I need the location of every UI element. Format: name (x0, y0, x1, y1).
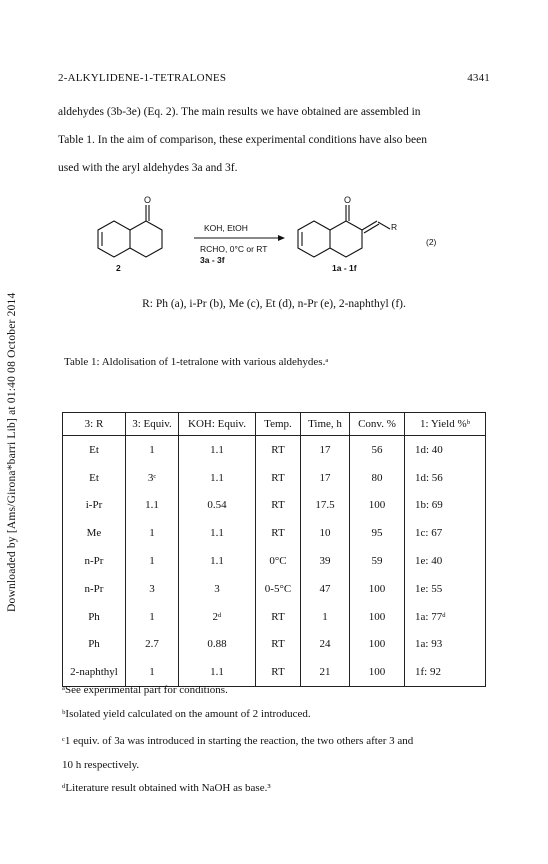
cell-koh: 2ᵈ (179, 603, 256, 631)
equation-number: (2) (426, 237, 437, 247)
cell-koh: 1.1 (179, 658, 256, 686)
product-r-label: R (391, 222, 398, 232)
cell-equiv: 1 (126, 547, 179, 575)
cell-r: Et (63, 464, 126, 492)
results-table (62, 412, 486, 687)
cell-time: 21 (301, 658, 350, 686)
table-header-row (63, 413, 486, 436)
product-label: 1a - 1f (332, 263, 357, 273)
sm-oxo-label: O (144, 195, 152, 205)
col-header-equiv: 3: Equiv. (126, 413, 179, 436)
cell-yield: 1d: 56 (405, 464, 486, 492)
cell-equiv: 1 (126, 519, 179, 547)
reagent-sub: 3a - 3f (200, 255, 225, 265)
cell-r: Ph (63, 603, 126, 631)
download-watermark: Downloaded by [Ams/Girona*barri Lib] at 01:40 08 October 2014 (6, 292, 18, 612)
cell-conv: 100 (350, 575, 405, 603)
cell-koh: 1.1 (179, 519, 256, 547)
cell-yield: 1a: 93 (405, 631, 486, 659)
cell-equiv: 3ᶜ (126, 464, 179, 492)
cell-koh: 0.88 (179, 631, 256, 659)
cell-time: 10 (301, 519, 350, 547)
footnote-b: ᵇIsolated yield calculated on the amount of 2 introduced. (62, 708, 311, 720)
cell-conv: 100 (350, 658, 405, 686)
cell-r: n-Pr (63, 547, 126, 575)
col-header-conv: Conv. % (350, 413, 405, 436)
reaction-scheme (90, 193, 480, 283)
cell-conv: 100 (350, 631, 405, 659)
cell-yield: 1f: 92 (405, 658, 486, 686)
col-header-temp: Temp. (256, 413, 301, 436)
cell-conv: 100 (350, 492, 405, 520)
tetralone-structure (98, 205, 162, 257)
page-number: 4341 (467, 72, 490, 84)
cell-time: 17.5 (301, 492, 350, 520)
col-header-yield: 1: Yield %ᵇ (405, 413, 486, 436)
cell-r: n-Pr (63, 575, 126, 603)
cell-equiv: 3 (126, 575, 179, 603)
cell-time: 39 (301, 547, 350, 575)
cell-temp: RT (256, 492, 301, 520)
cell-r: Et (63, 436, 126, 464)
cell-yield: 1e: 55 (405, 575, 486, 603)
cell-time: 47 (301, 575, 350, 603)
product-oxo-label: O (344, 195, 352, 205)
cell-equiv: 2.7 (126, 631, 179, 659)
footnote-c-line1: ᶜ1 equiv. of 3a was introduced in starting the reaction, the two others after 3 and (62, 735, 414, 747)
cell-conv: 100 (350, 603, 405, 631)
cell-time: 17 (301, 464, 350, 492)
sm-label: 2 (116, 263, 121, 273)
cell-koh: 1.1 (179, 464, 256, 492)
cell-r: Me (63, 519, 126, 547)
cell-temp: 0-5°C (256, 575, 301, 603)
col-header-r: 3: R (63, 413, 126, 436)
table-row (63, 547, 486, 575)
cell-time: 1 (301, 603, 350, 631)
cell-equiv: 1.1 (126, 492, 179, 520)
cell-r: i-Pr (63, 492, 126, 520)
table-row (63, 464, 486, 492)
cell-koh: 3 (179, 575, 256, 603)
footnote-c-line2: 10 h respectively. (62, 759, 140, 771)
header-title: 2-ALKYLIDENE-1-TETRALONES (58, 72, 227, 84)
col-header-time: Time, h (301, 413, 350, 436)
cell-equiv: 1 (126, 603, 179, 631)
cell-conv: 80 (350, 464, 405, 492)
cell-yield: 1d: 40 (405, 436, 486, 464)
cell-koh: 0.54 (179, 492, 256, 520)
cell-r: 2-naphthyl (63, 658, 126, 686)
cell-temp: RT (256, 631, 301, 659)
intro-line-2: Table 1. In the aim of comparison, these experimental conditions have also been (58, 134, 427, 146)
cell-yield: 1e: 40 (405, 547, 486, 575)
cell-conv: 59 (350, 547, 405, 575)
reagent-top: KOH, EtOH (204, 223, 248, 233)
cell-yield: 1a: 77ᵈ (405, 603, 486, 631)
cell-conv: 95 (350, 519, 405, 547)
table-row (63, 603, 486, 631)
footnote-a: ᵃSee experimental part for conditions. (62, 684, 228, 696)
footnote-d: ᵈLiterature result obtained with NaOH as base.³ (62, 782, 271, 794)
arrow-head (278, 235, 285, 241)
product-structure (298, 205, 390, 257)
cell-temp: RT (256, 658, 301, 686)
reagent-bottom: RCHO, 0°C or RT (200, 244, 268, 254)
cell-r: Ph (63, 631, 126, 659)
cell-koh: 1.1 (179, 547, 256, 575)
cell-yield: 1b: 69 (405, 492, 486, 520)
cell-conv: 56 (350, 436, 405, 464)
cell-temp: RT (256, 464, 301, 492)
cell-temp: RT (256, 436, 301, 464)
table-row (63, 519, 486, 547)
col-header-koh: KOH: Equiv. (179, 413, 256, 436)
cell-yield: 1c: 67 (405, 519, 486, 547)
cell-temp: RT (256, 603, 301, 631)
cell-temp: RT (256, 519, 301, 547)
cell-equiv: 1 (126, 658, 179, 686)
cell-equiv: 1 (126, 436, 179, 464)
cell-koh: 1.1 (179, 436, 256, 464)
cell-time: 17 (301, 436, 350, 464)
table-row (63, 631, 486, 659)
cell-time: 24 (301, 631, 350, 659)
table-row (63, 436, 486, 464)
r-group-legend: R: Ph (a), i-Pr (b), Me (c), Et (d), n-Pr (e), 2-naphthyl (f). (142, 298, 406, 310)
cell-temp: 0°C (256, 547, 301, 575)
table-row (63, 492, 486, 520)
intro-line-1: aldehydes (3b-3e) (Eq. 2). The main results we have obtained are assembled in (58, 106, 421, 118)
intro-line-3: used with the aryl aldehydes 3a and 3f. (58, 162, 238, 174)
running-header (58, 72, 490, 84)
table-caption: Table 1: Aldolisation of 1-tetralone with various aldehydes.ᵃ (64, 356, 329, 368)
table-row (63, 575, 486, 603)
